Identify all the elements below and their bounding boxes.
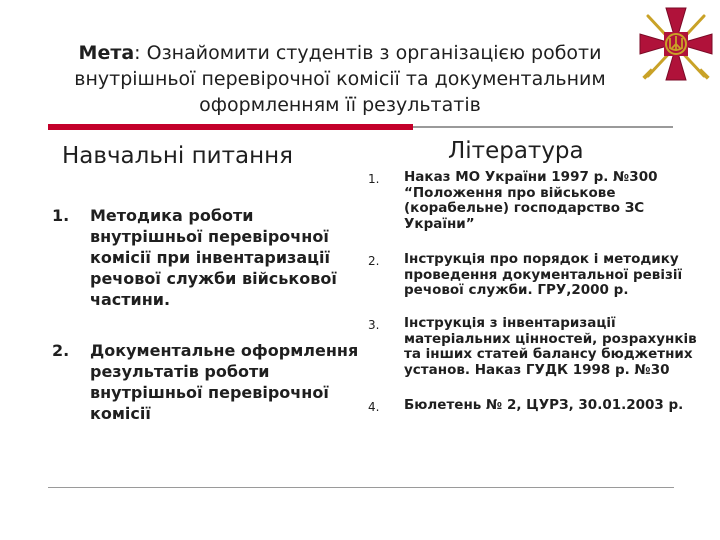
- list-item-number: 1.: [368, 172, 380, 186]
- list-item-number: 2.: [368, 254, 380, 268]
- title-line-1: [40, 40, 640, 66]
- list-item-number: 3.: [368, 318, 380, 332]
- list-item-number: 1.: [52, 206, 70, 225]
- title-line-2: внутрішньої перевірочної комісії та документальним: [74, 68, 606, 90]
- title-divider-accent: [48, 124, 413, 130]
- learning-questions-heading: Навчальні питання: [62, 143, 294, 169]
- list-item-text: Документальне оформлення результатів роботи внутрішньої перевірочної комісії: [90, 341, 359, 423]
- title-label: Мета: [78, 42, 135, 64]
- slide-title: [40, 40, 640, 118]
- ground-forces-emblem-icon: [634, 2, 718, 86]
- list-item-text: Інструкція з інвентаризації матеріальних цінностей, розрахунків та інших статей балансу бюджетних установ. Наказ ГУДК 1998 р. №30: [404, 315, 697, 378]
- list-item-text: Наказ МО України 1997 р. №300 “Положення про військове (корабельне) господарство ЗС України”: [404, 169, 658, 232]
- list-item: [50, 340, 365, 424]
- list-item-text: Методика роботи внутрішньої перевірочної комісії при інвентаризації речової служби військової частини.: [90, 206, 337, 309]
- list-item: [50, 205, 365, 310]
- list-item-number: 2.: [52, 341, 70, 360]
- list-item-text: Бюлетень № 2, ЦУРЗ, 30.01.2003 р.: [404, 397, 684, 413]
- title-line-3: оформленням її результатів: [199, 94, 481, 116]
- learning-questions-list: [50, 205, 365, 424]
- footer-divider: [48, 487, 674, 488]
- title-divider-gray: [413, 126, 673, 128]
- title-line-1-text: : Ознайомити студентів з організацією роботи: [134, 42, 602, 64]
- list-item-number: 4.: [368, 400, 380, 414]
- list-item-text: Інструкція про порядок і методику проведення документальної ревізії речової служби. ГРУ,2000 р.: [404, 251, 683, 298]
- literature-heading: Література: [448, 138, 584, 164]
